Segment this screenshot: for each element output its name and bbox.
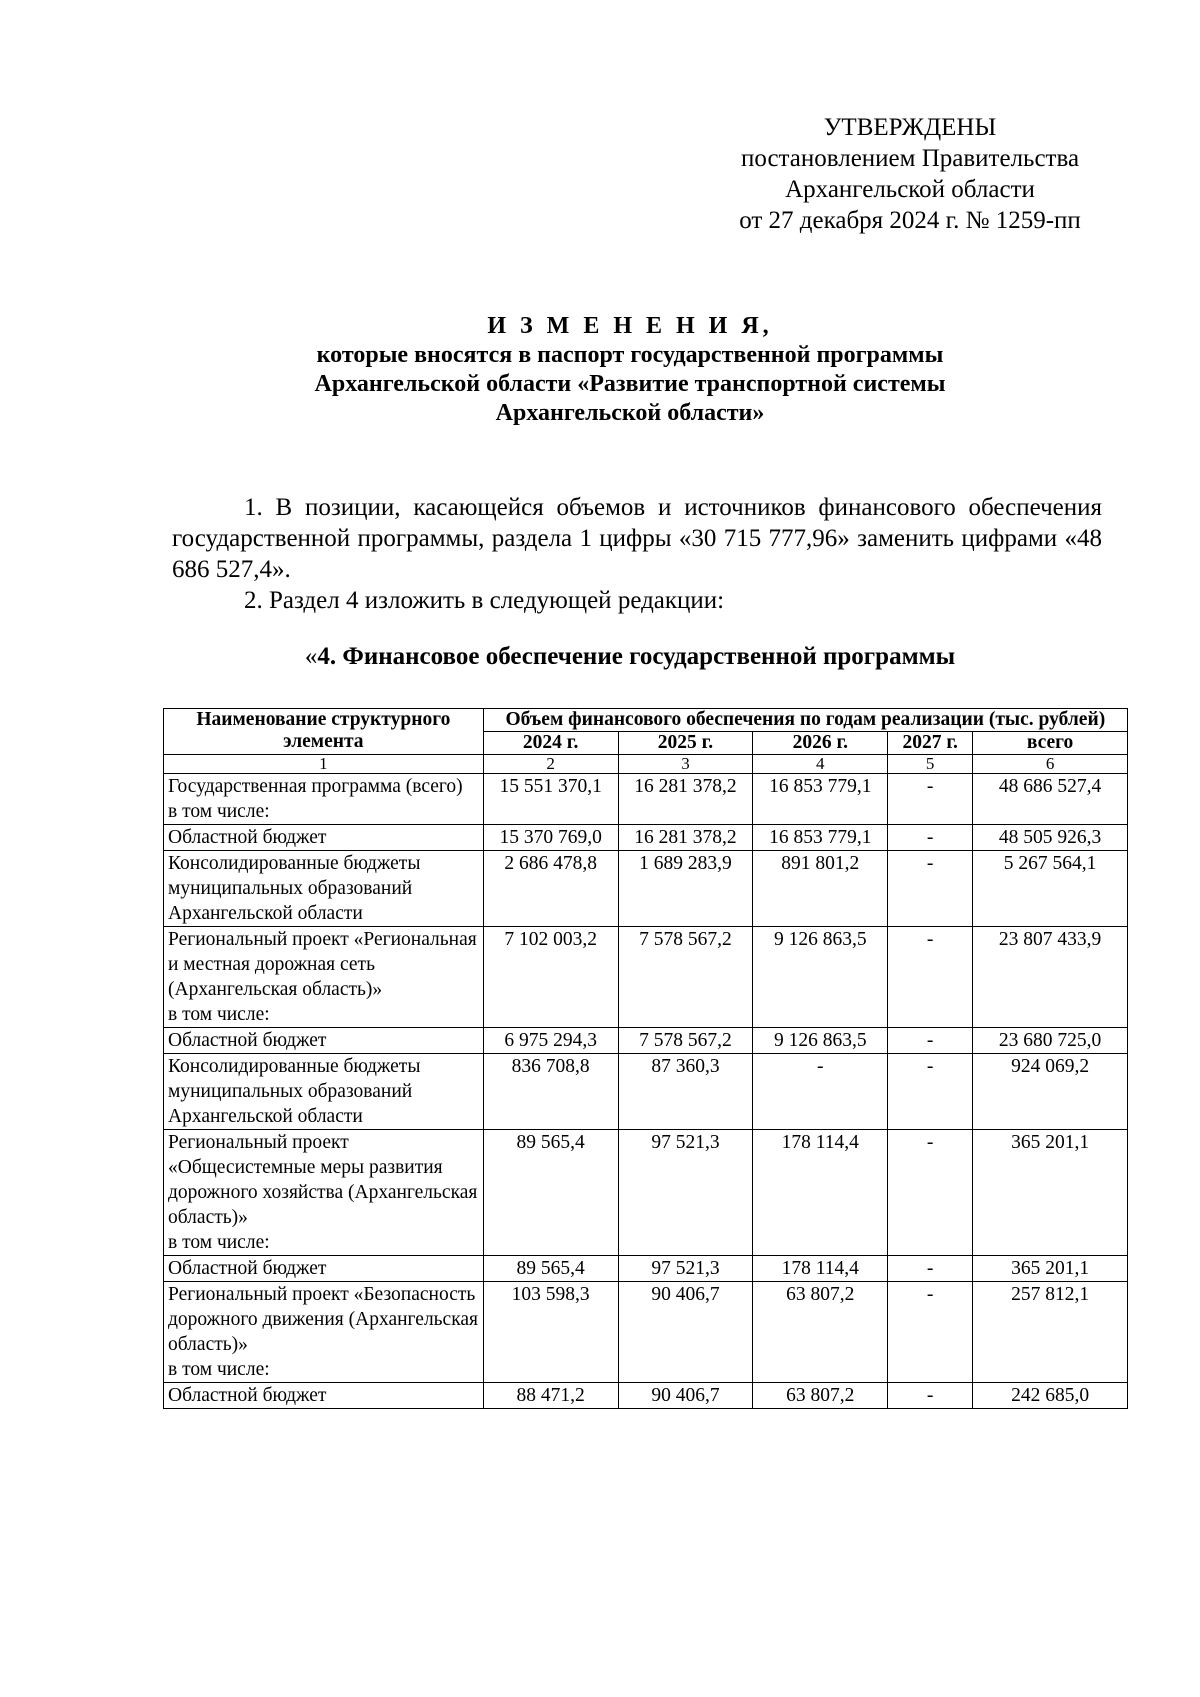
- header-financing-volume: Объем финансового обеспечения по годам реализации (тыс. рублей): [483, 709, 1127, 732]
- header-year: 2025 г.: [618, 732, 753, 755]
- approval-line: Архангельской области: [785, 176, 1035, 203]
- approval-stamp: [700, 112, 1120, 236]
- row-total: 5 267 564,1: [973, 851, 1128, 927]
- row-value: 178 114,4: [753, 1130, 888, 1256]
- row-name: Областной бюджет: [164, 1028, 484, 1054]
- row-value: -: [888, 927, 973, 1028]
- row-total: 924 069,2: [973, 1054, 1128, 1130]
- document-heading: [160, 312, 1100, 428]
- row-total: 365 201,1: [973, 1130, 1128, 1256]
- row-value: -: [888, 1282, 973, 1383]
- row-value: 9 126 863,5: [753, 1028, 888, 1054]
- table-row: [164, 825, 1128, 851]
- column-number: 5: [888, 755, 973, 774]
- row-name: Областной бюджет: [164, 1256, 484, 1282]
- approval-line: УТВЕРЖДЕНЫ: [823, 114, 997, 141]
- row-total: 242 685,0: [973, 1383, 1128, 1409]
- row-name: Государственная программа (всего) в том числе:: [164, 774, 484, 825]
- table-row: [164, 774, 1128, 825]
- row-total: 23 680 725,0: [973, 1028, 1128, 1054]
- row-value: 15 370 769,0: [483, 825, 618, 851]
- row-name: Региональный проект «Региональная и местная дорожная сеть (Архангельская область)» в том числе:: [164, 927, 484, 1028]
- column-number: 4: [753, 755, 888, 774]
- table-row: [164, 1028, 1128, 1054]
- column-number-row: [164, 755, 1128, 774]
- table-row: [164, 1130, 1128, 1256]
- row-value: -: [888, 1256, 973, 1282]
- row-value: 1 689 283,9: [618, 851, 753, 927]
- row-name: Консолидированные бюджеты муниципальных образований Архангельской области: [164, 1054, 484, 1130]
- header-structural-element: Наименование структурного элемента: [164, 709, 484, 755]
- row-value: -: [888, 1383, 973, 1409]
- row-name: Областной бюджет: [164, 825, 484, 851]
- row-value: 2 686 478,8: [483, 851, 618, 927]
- row-value: 63 807,2: [753, 1282, 888, 1383]
- paragraph-2: 2. Раздел 4 изложить в следующей редакции:: [244, 587, 725, 614]
- row-name: Консолидированные бюджеты муниципальных образований Архангельской области: [164, 851, 484, 927]
- row-value: 16 281 378,2: [618, 774, 753, 825]
- column-number: 2: [483, 755, 618, 774]
- row-value: 87 360,3: [618, 1054, 753, 1130]
- header-total: всего: [973, 732, 1128, 755]
- row-value: -: [888, 774, 973, 825]
- paragraph-1: 1. В позиции, касающейся объемов и источников финансового обеспечения государственной программы, раздела 1 цифры «30 715 777,96» заменить цифрами «48 686 527,4».: [172, 494, 1102, 583]
- section-quote: «: [304, 643, 318, 670]
- row-value: -: [888, 1028, 973, 1054]
- row-name: Региональный проект «Общесистемные меры развития дорожного хозяйства (Архангельская область)» в том числе:: [164, 1130, 484, 1256]
- table-row: [164, 851, 1128, 927]
- header-year: 2026 г.: [753, 732, 888, 755]
- table-row: [164, 1054, 1128, 1130]
- row-value: 6 975 294,3: [483, 1028, 618, 1054]
- row-value: 89 565,4: [483, 1130, 618, 1256]
- row-value: 891 801,2: [753, 851, 888, 927]
- column-number: 3: [618, 755, 753, 774]
- section-title: [160, 642, 1100, 672]
- header-year: 2024 г.: [483, 732, 618, 755]
- table-row: [164, 927, 1128, 1028]
- row-name: Региональный проект «Безопасность дорожного движения (Архангельская область)» в том числе:: [164, 1282, 484, 1383]
- row-total: 48 686 527,4: [973, 774, 1128, 825]
- body-text: [172, 492, 1102, 616]
- financing-table: [163, 708, 1128, 1409]
- row-value: -: [888, 1054, 973, 1130]
- row-value: 89 565,4: [483, 1256, 618, 1282]
- document-subtitle-line: Архангельской области»: [495, 400, 765, 426]
- row-total: 257 812,1: [973, 1282, 1128, 1383]
- approval-line: постановлением Правительства: [740, 145, 1080, 172]
- row-value: -: [753, 1054, 888, 1130]
- row-value: -: [888, 851, 973, 927]
- document-title: И З М Е Н Е Н И Я,: [487, 313, 773, 339]
- row-value: 16 853 779,1: [753, 774, 888, 825]
- section-title-text: 4. Финансовое обеспечение государственной программы: [317, 643, 956, 670]
- document-subtitle-line: Архангельской области «Развитие транспортной системы: [314, 371, 946, 397]
- row-total: 23 807 433,9: [973, 927, 1128, 1028]
- row-value: 836 708,8: [483, 1054, 618, 1130]
- row-value: 63 807,2: [753, 1383, 888, 1409]
- row-total: 365 201,1: [973, 1256, 1128, 1282]
- row-name: Областной бюджет: [164, 1383, 484, 1409]
- row-value: 16 281 378,2: [618, 825, 753, 851]
- row-value: 97 521,3: [618, 1256, 753, 1282]
- column-number: 1: [164, 755, 484, 774]
- row-value: 103 598,3: [483, 1282, 618, 1383]
- table-body: [164, 755, 1128, 1409]
- row-value: 9 126 863,5: [753, 927, 888, 1028]
- row-total: 48 505 926,3: [973, 825, 1128, 851]
- row-value: 90 406,7: [618, 1383, 753, 1409]
- row-value: 15 551 370,1: [483, 774, 618, 825]
- row-value: 16 853 779,1: [753, 825, 888, 851]
- row-value: 90 406,7: [618, 1282, 753, 1383]
- row-value: 7 102 003,2: [483, 927, 618, 1028]
- table-row: [164, 1383, 1128, 1409]
- row-value: -: [888, 825, 973, 851]
- row-value: 7 578 567,2: [618, 1028, 753, 1054]
- row-value: 7 578 567,2: [618, 927, 753, 1028]
- approval-line: от 27 декабря 2024 г. № 1259-пп: [739, 207, 1081, 234]
- row-value: 97 521,3: [618, 1130, 753, 1256]
- header-year: 2027 г.: [888, 732, 973, 755]
- document-subtitle-line: которые вносятся в паспорт государственной программы: [316, 342, 944, 368]
- table-row: [164, 1256, 1128, 1282]
- table-row: [164, 1282, 1128, 1383]
- row-value: 178 114,4: [753, 1256, 888, 1282]
- column-number: 6: [973, 755, 1128, 774]
- row-value: 88 471,2: [483, 1383, 618, 1409]
- row-value: -: [888, 1130, 973, 1256]
